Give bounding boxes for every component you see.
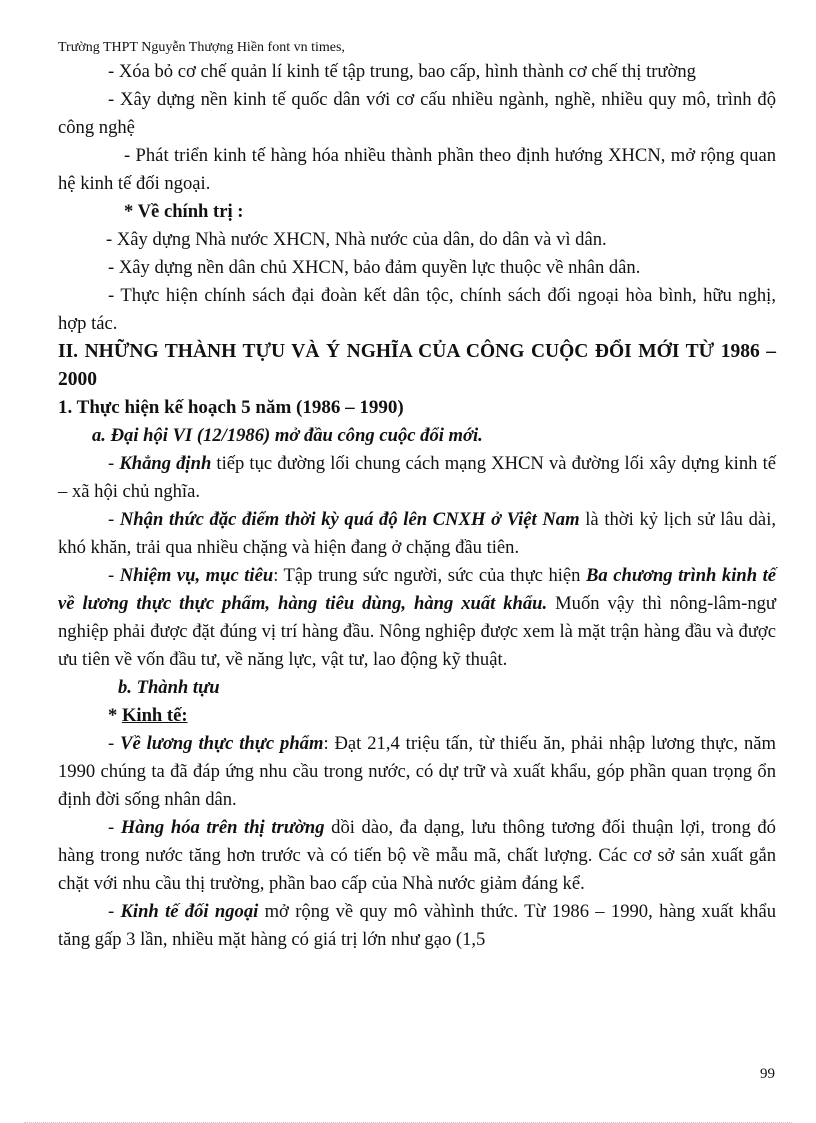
text-goods: dồi dào, đa dạng, lưu thông tương đối thuận lợi, trong đó hàng trong nước tăng hơn trước và có tiến bộ về mẫu mã, chất lượng. Các cơ sở sản xuất gắn chặt với nhu cầu thị trường, phần bao cấp của Nhà nước giảm đáng kể. (58, 817, 776, 894)
text-affirm: tiếp tục đường lối chung cách mạng XHCN và đường lối xây dựng kinh tế – xã hội chủ nghĩa. (58, 453, 776, 502)
subsection-heading-1: 1. Thực hiện kế hoạch 5 năm (1986 – 1990) (58, 397, 404, 418)
dash: - (108, 509, 120, 530)
text-foreign-economy: mở rộng về quy mô vàhình thức. Từ 1986 – 1990, hàng xuất khẩu tăng gấp 3 lần, nhiều mặt hàng có giá trị lớn như gạo (1,5 (58, 901, 776, 950)
page-content (58, 58, 776, 954)
heading-economy-label: Kinh tế: (121, 705, 188, 726)
text-tasks-mid: : Tập trung sức người, sức của thực hiện (273, 565, 587, 586)
subsection-heading-b: b. Thành tựu (118, 677, 220, 698)
text-food: : Đạt 21,4 triệu tấn, từ thiếu ăn, phải nhập lương thực, năm 1990 chúng ta đã đáp ứng nhu cầu trong nước, có dự trữ và xuất khẩu, góp phần quan trọng ổn định đời sống nhân dân. (58, 733, 777, 810)
paragraph-market-mechanism: - Xóa bỏ cơ chế quản lí kinh tế tập trung, bao cấp, hình thành cơ chế thị trường (108, 61, 696, 82)
emphasis-food: Về lương thực thực phẩm (120, 733, 324, 754)
text-tasks-rest: Muốn vậy thì nông-lâm-ngư nghiệp phải được đặt đúng vị trí hàng đầu. Nông nghiệp được xem là mặt trận hàng đầu và được ưu tiên về vốn đầu tư, về năng lực, vật tư, lao động kỹ thuật. (58, 593, 777, 670)
paragraph-food (58, 730, 776, 814)
paragraph-goods (58, 814, 776, 898)
dash: - (108, 453, 120, 474)
dash: - (108, 901, 121, 922)
dash: - (108, 565, 120, 586)
page-header: Trường THPT Nguyễn Thượng Hiền font vn times, (58, 40, 345, 55)
emphasis-three-programs: Ba chương trình kinh tế về lương thực thực phẩm, hàng tiêu dùng, hàng xuất khẩu. (58, 565, 776, 614)
paragraph-solidarity: - Thực hiện chính sách đại đoàn kết dân tộc, chính sách đối ngoại hòa bình, hữu nghị, hợp tác. (58, 285, 776, 334)
paragraph-national-economy: - Xây dựng nền kinh tế quốc dân với cơ cấu nhiều ngành, nghề, nhiều quy mô, trình độ công nghệ (58, 89, 776, 138)
emphasis-foreign-economy: Kinh tế đối ngoại (120, 901, 259, 922)
heading-politics: * Về chính trị : (124, 201, 244, 222)
paragraph-transition (58, 506, 776, 562)
heading-economy (58, 702, 776, 730)
emphasis-transition: Nhận thức đặc điểm thời kỳ quá độ lên CNXH ở Việt Nam (119, 509, 580, 530)
text-transition: là thời kỷ lịch sử lâu dài, khó khăn, trải qua nhiều chặng và hiện đang ở chặng đầu tiên. (58, 509, 777, 558)
dash: - (108, 817, 121, 838)
dash: - (108, 733, 121, 754)
paragraph-tasks (58, 562, 776, 674)
emphasis-affirm: Khẳng định (119, 453, 212, 474)
paragraph-affirm (58, 450, 776, 506)
paragraph-foreign-economy (58, 898, 776, 954)
subsection-heading-a: a. Đại hội VI (12/1986) mở đầu công cuộc đổi mới. (92, 425, 483, 446)
emphasis-tasks: Nhiệm vụ, mục tiêu (119, 565, 274, 586)
paragraph-state-building: - Xây dựng Nhà nước XHCN, Nhà nước của dân, do dân và vì dân. (106, 229, 607, 250)
paragraph-democracy: - Xây dựng nền dân chủ XHCN, bảo đảm quyền lực thuộc về nhân dân. (108, 257, 641, 278)
star: * (108, 705, 122, 726)
paragraph-commodity-economy: - Phát triển kinh tế hàng hóa nhiều thành phần theo định hướng XHCN, mở rộng quan hệ kinh tế đối ngoại. (58, 145, 776, 194)
section-heading-ii: II. NHỮNG THÀNH TỰU VÀ Ý NGHĨA CỦA CÔNG CUỘC ĐỔI MỚI TỪ 1986 – 2000 (58, 341, 776, 390)
emphasis-goods: Hàng hóa trên thị trường (120, 817, 325, 838)
page-number: 99 (760, 1066, 775, 1082)
